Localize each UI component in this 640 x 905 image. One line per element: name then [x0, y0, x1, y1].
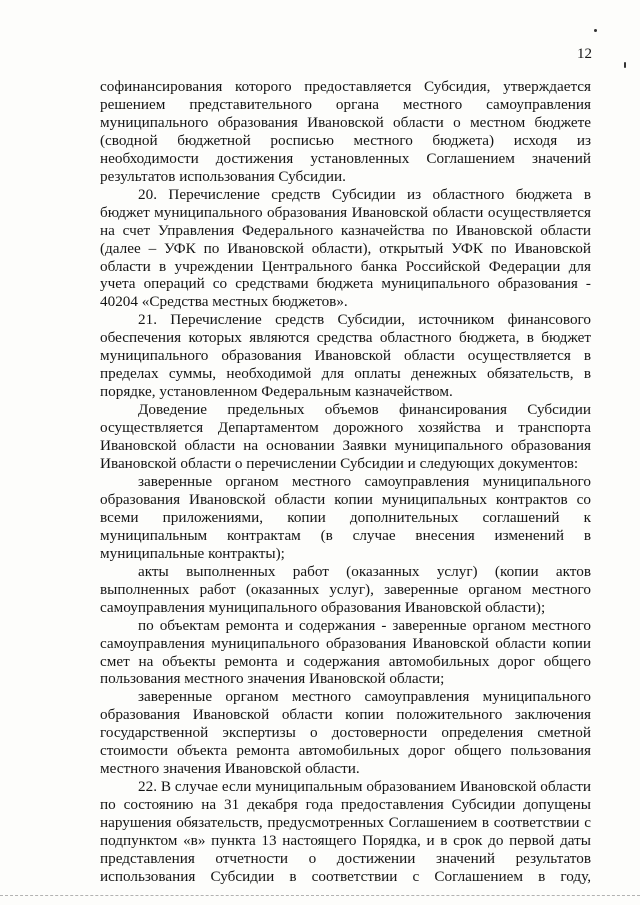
paragraph-20: 20. Перечисление средств Субсидии из областного бюджета в бюджет муниципального образования Ивановской области осуществляется на счет Управления Федерального казначейства по Ивановской области (далее – УФК по Ивановской области), открытый УФК по Ивановской области в учреждении Центрального банка Российской Федерации для учета операций со средствами бюджета муниципального образования - 40204 «Средства местных бюджетов».	[100, 185, 591, 311]
paragraph-expertise: заверенные органом местного самоуправления муниципального образования Ивановской области копии положительного заключения государственной экспертизы о достоверности определения сметной стоимости объекта ремонта автомобильных дорог общего пользования местного значения Ивановской области.	[100, 688, 591, 778]
scan-speck	[594, 29, 597, 32]
document-body	[100, 78, 591, 886]
scan-bottom-edge	[0, 895, 640, 896]
paragraph-funding: Доведение предельных объемов финансирования Субсидии осуществляется Департаментом дорожного хозяйства и транспорта Ивановской области на основании Заявки муниципального образования Ивановской области о перечислении Субсидии и следующих документов:	[100, 401, 591, 473]
page-number: 12	[577, 46, 592, 62]
paragraph-contracts: заверенные органом местного самоуправления муниципального образования Ивановской области копии муниципальных контрактов со всеми приложениями, копии дополнительных соглашений к муниципальным контрактам (в случае внесения изменений в муниципальные контракты);	[100, 472, 591, 562]
scan-speck	[624, 62, 626, 68]
paragraph-estimates: по объектам ремонта и содержания - заверенные органом местного самоуправления муниципального образования Ивановской области копии смет на объекты ремонта и содержания автомобильных дорог общего пользования местного значения Ивановской области;	[100, 616, 591, 688]
paragraph-continuation: софинансирования которого предоставляется Субсидия, утверждается решением представительного органа местного самоуправления муниципального образования Ивановской области о местном бюджете (сводной бюджетной росписью местного бюджета) исходя из необходимости достижения установленных Соглашением значений результатов использования Субсидии.	[100, 78, 591, 185]
paragraph-acts: акты выполненных работ (оказанных услуг) (копии актов выполненных работ (оказанных услуг), заверенные органом местного самоуправления муниципального образования Ивановской области);	[100, 562, 591, 616]
paragraph-21: 21. Перечисление средств Субсидии, источником финансового обеспечения которых являются средства областного бюджета, в бюджет муниципального образования Ивановской области осуществляется в пределах суммы, необходимой для оплаты денежных обязательств, в порядке, установленном Федеральным казначейством.	[100, 311, 591, 401]
paragraph-22: 22. В случае если муниципальным образованием Ивановской области по состоянию на 31 декабря года предоставления Субсидии допущены нарушения обязательств, предусмотренных Соглашением в соответствии с подпунктом «в» пункта 13 настоящего Порядка, и в срок до первой даты представления отчетности о достижении значений результатов использования Субсидии в соответствии с Соглашением в году,	[100, 778, 591, 885]
